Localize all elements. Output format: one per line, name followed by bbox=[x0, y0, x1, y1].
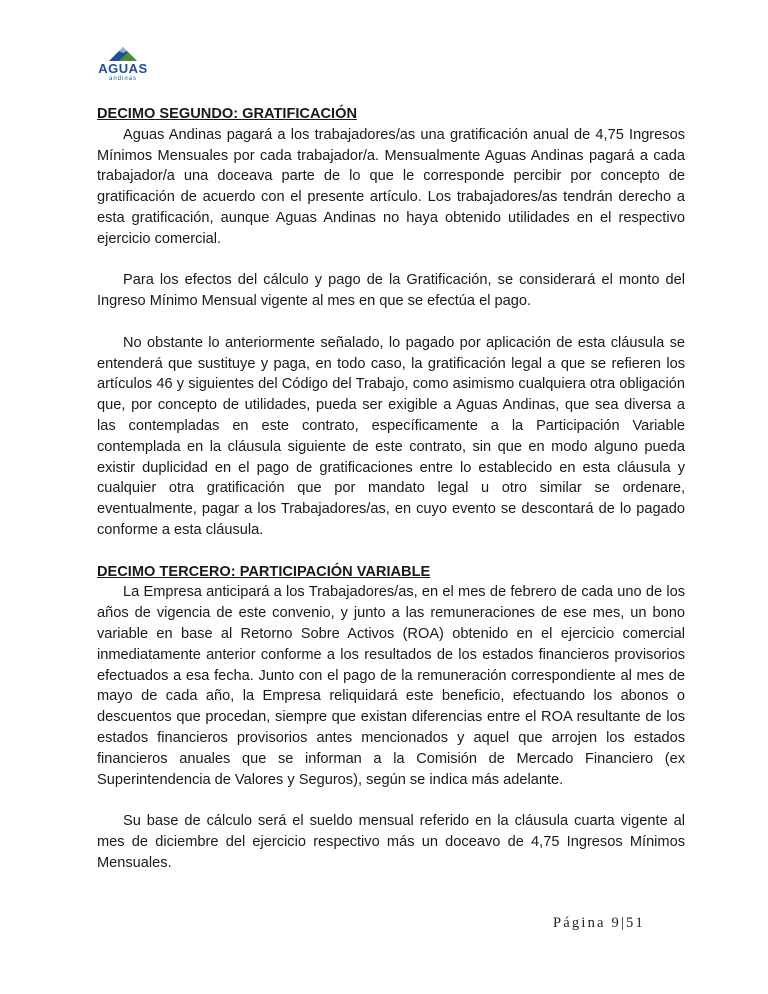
section-13-paragraph-1: La Empresa anticipará a los Trabajadores/as, en el mes de febrero de cada uno de los años de vigencia de este convenio, y junto a las remuneraciones de ese mes, un bono variable en base al Retorno Sobre Activos (ROA) obtenido en el ejercicio comercial inmediatamente anterior conforme a los resultados de los estados financieros provisorios efectuados a esa fecha. Junto con el pago de la remuneración correspondiente al mes de mayo de cada año, la Empresa reliquidará este beneficio, efectuando los abonos o descuentos que procedan, siempre que existan diferencias entre el ROA resultante de los estados financieros provisorios antes mencionados y aquel que arrojen los estados financieros anuales que se informan a la Comisión de Mercado Financiero (ex Superintendencia de Valores y Seguros), según se indica más adelante. bbox=[97, 584, 685, 788]
logo-sub: andinas bbox=[108, 76, 138, 82]
section-12-paragraph-2: Para los efectos del cálculo y pago de la Gratificación, se considerará el monto del Ingreso Mínimo Mensual vigente al mes en que se efectúa el pago. bbox=[97, 272, 685, 310]
document-body bbox=[97, 104, 685, 873]
page-number: Página 9|51 bbox=[553, 915, 645, 931]
section-12-paragraph-1: Aguas Andinas pagará a los trabajadores/as una gratificación anual de 4,75 Ingresos Mínimos Mensuales por cada trabajador/a. Mensualmente Aguas Andinas pagará a cada trabajador/a una doceava parte de lo que le corresponde percibir por concepto de gratificación de acuerdo con el presente artículo. Los trabajadores/as tendrán derecho a esta gratificación, aunque Aguas Andinas no haya obtenido utilidades en el respectivo ejercicio comercial. bbox=[97, 126, 685, 247]
aguas-andinas-logo bbox=[92, 46, 154, 88]
section-12-paragraph-3: No obstante lo anteriormente señalado, lo pagado por aplicación de esta cláusula se entenderá que sustituye y paga, en todo caso, la gratificación legal a que se refieren los artículos 46 y siguientes del Código del Trabajo, como asimismo cualquiera otra obligación que, por concepto de utilidades, pueda ser exigible a Aguas Andinas, que sea diversa a las contempladas en este contrato, específicamente a la Participación Variable contemplada en la cláusula siguiente de este contrato, sin que en modo alguno pueda existir duplicidad en el pago de gratificaciones entre lo establecido en esta cláusula y cualquier otra gratificación que por mandato legal u otro similar se ordenare, eventualmente, pagar a los Trabajadores/as, en cuyo evento se descontará de lo pagado conforme a esta cláusula. bbox=[97, 334, 685, 538]
mountain-icon bbox=[92, 46, 154, 62]
logo-brand: AGUAS bbox=[98, 61, 148, 76]
section-13-heading: DECIMO TERCERO: PARTICIPACIÓN VARIABLE bbox=[97, 563, 431, 580]
section-13-paragraph-2: Su base de cálculo será el sueldo mensual referido en la cláusula cuarta vigente al mes de diciembre del ejercicio respectivo más un doceavo de 4,75 Ingresos Mínimos Mensuales. bbox=[97, 813, 685, 871]
section-12-heading: DECIMO SEGUNDO: GRATIFICACIÓN bbox=[97, 106, 357, 122]
